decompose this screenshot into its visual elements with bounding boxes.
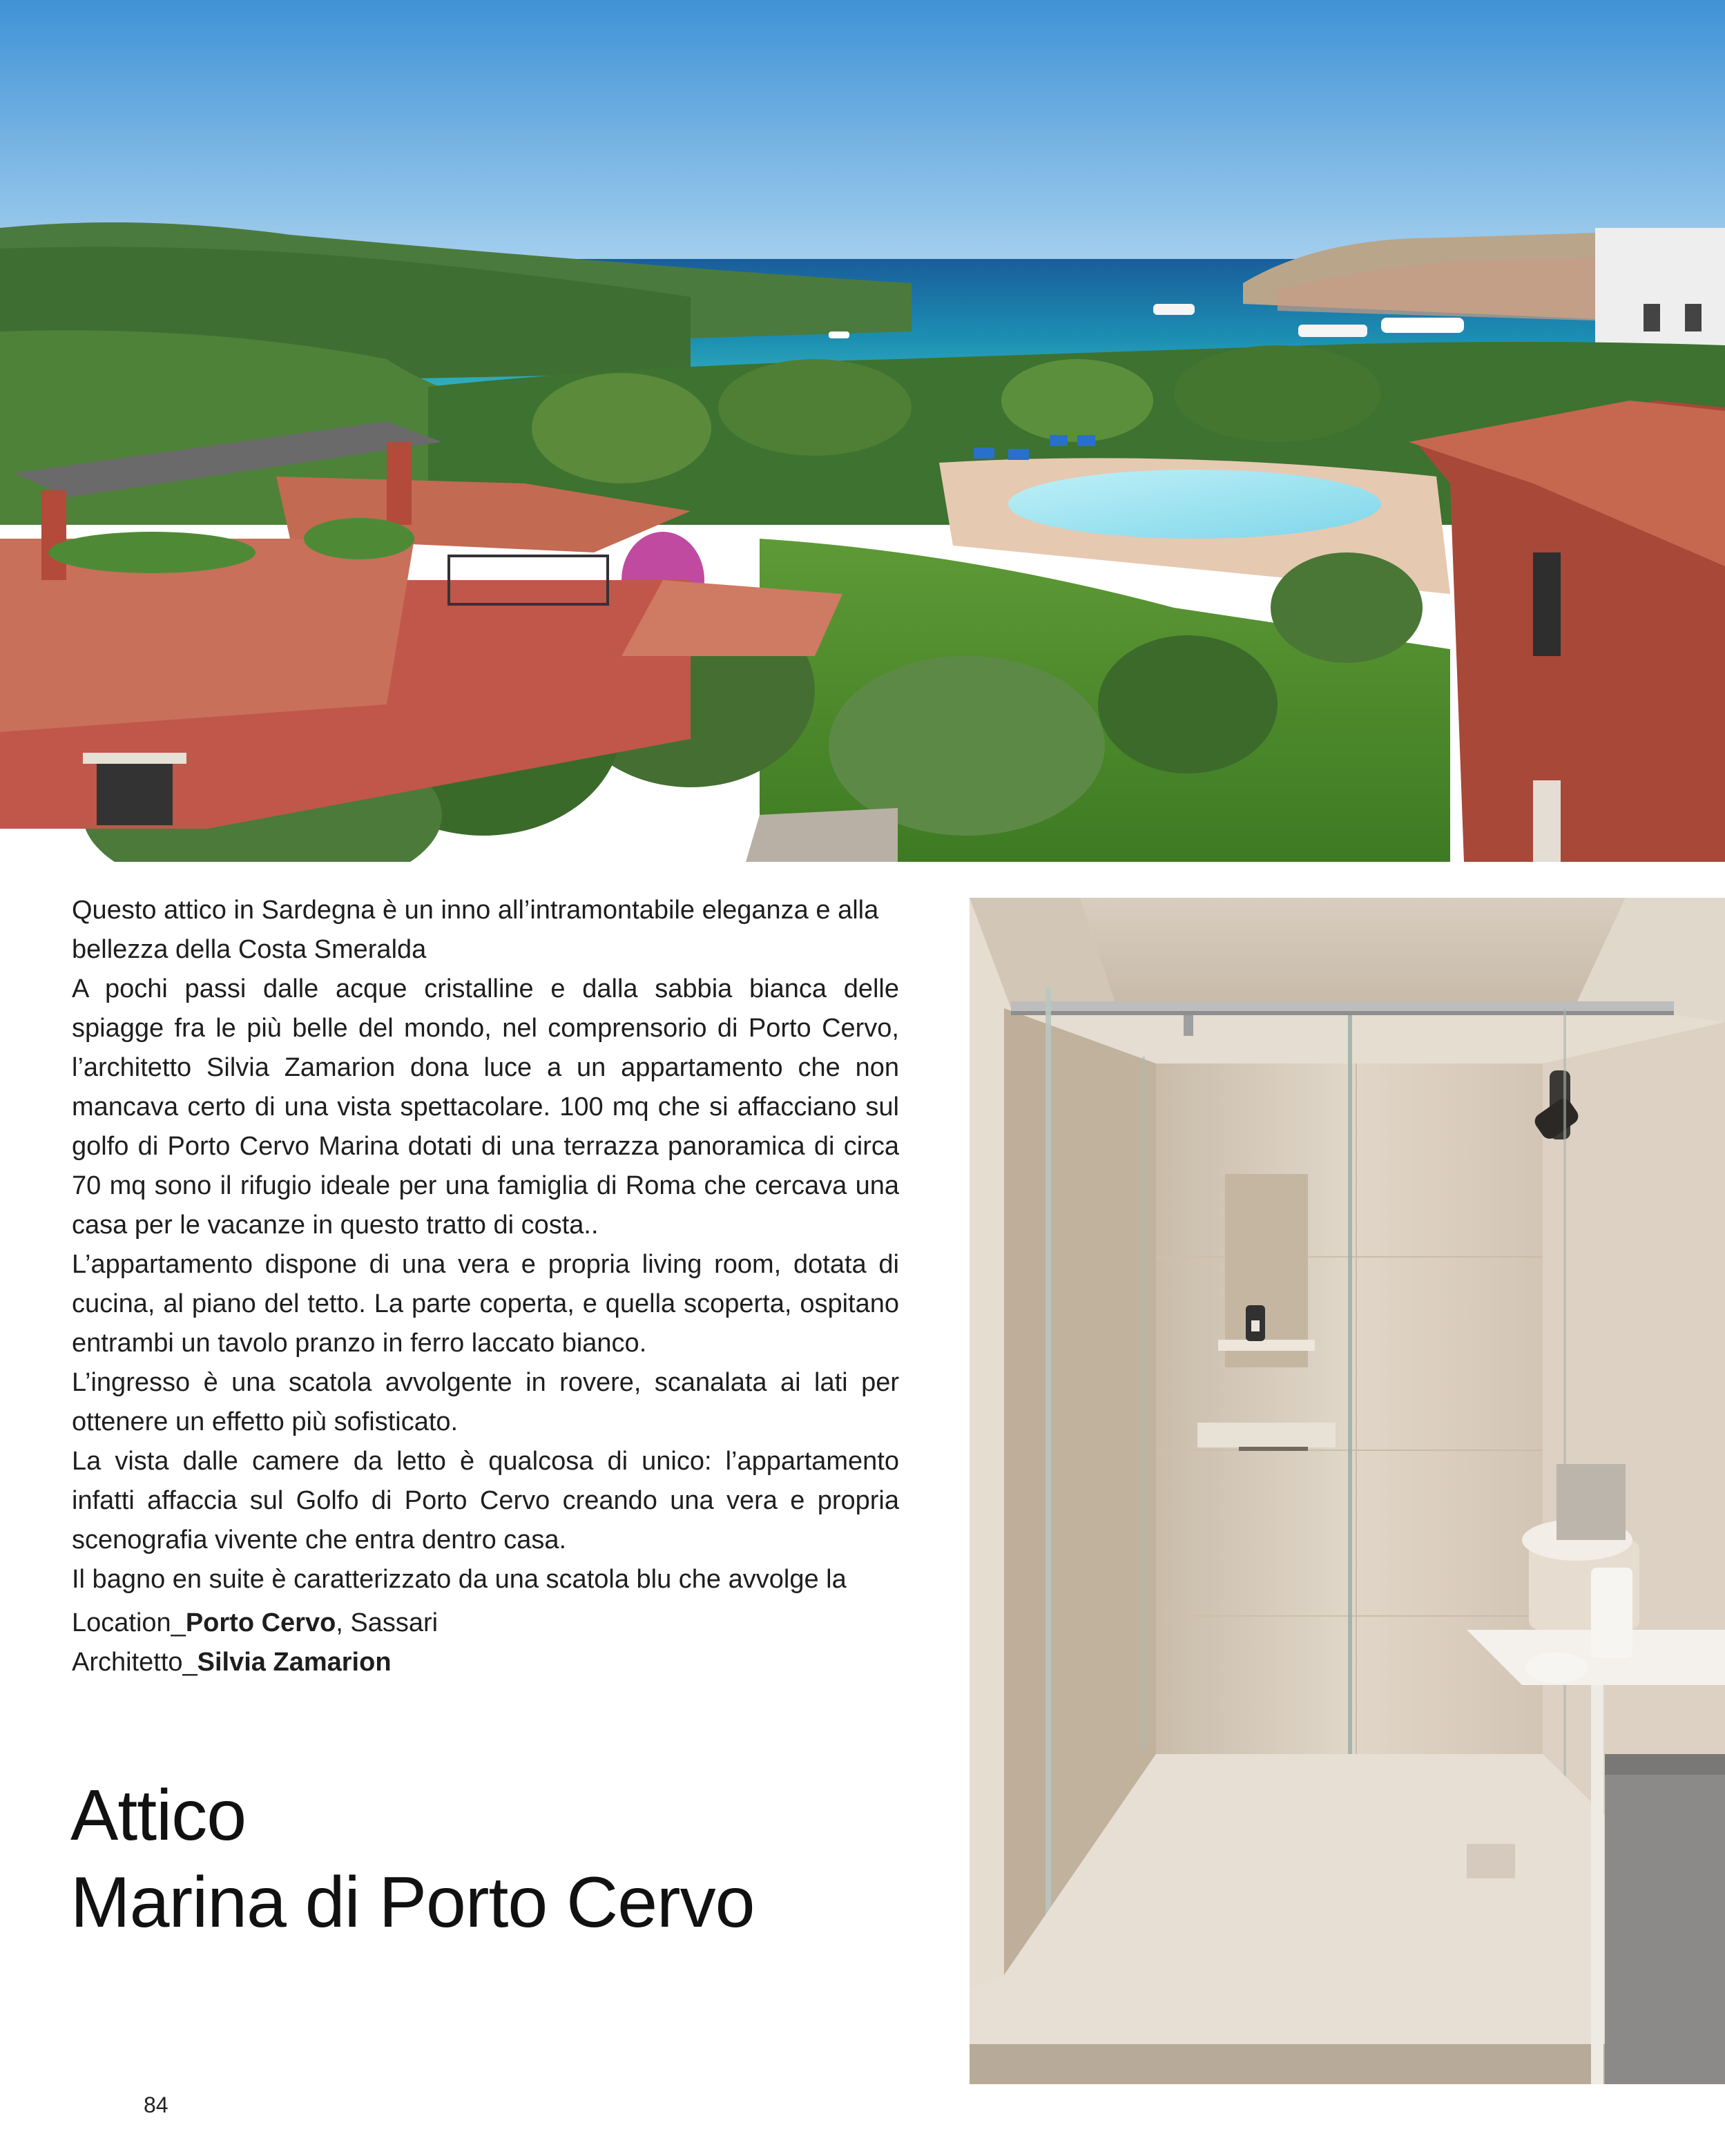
architect-label: Architetto_ xyxy=(72,1648,197,1677)
title-line-2: Marina di Porto Cervo xyxy=(70,1863,755,1943)
title-line-1: Attico xyxy=(70,1775,247,1856)
location-credit xyxy=(72,1604,438,1643)
bathroom-photo-illustration xyxy=(970,898,1725,2084)
architect-credit xyxy=(72,1643,438,1682)
hero-photo-illustration xyxy=(0,0,1725,862)
article-paragraph: A pochi passi dalle acque cristalline e dalla sabbia bianca delle spiagge fra le più belle del mondo, nel comprensorio di Porto Cervo, l’architetto Silvia Zamarion dona luce a un appartamento che non mancava certo di una vista spettacolare. 100 mq che si affacciano sul golfo di Porto Cervo Marina dotati di una terrazza panoramica di circa 70 mq sono il rifugio ideale per una famiglia di Roma che cercava una casa per le vacanze in questo tratto di costa.. xyxy=(72,974,899,1240)
article-paragraph: L’ingresso è una scatola avvolgente in rovere, scanalata ai lati per ottenere un effetto più sofisticato. xyxy=(72,1368,899,1436)
article-paragraph: Questo attico in Sardegna è un inno all’intramontabile eleganza e alla bellezza della Costa Smeralda xyxy=(72,896,879,964)
hero-photo xyxy=(0,0,1725,862)
credits xyxy=(72,1604,438,1682)
article-paragraph: L’appartamento dispone di una vera e propria living room, dotata di cucina, al piano del tetto. La parte coperta, e quella scoperta, ospitano entrambi un tavolo pranzo in ferro laccato bianco. xyxy=(72,1250,899,1358)
architect-value: Silvia Zamarion xyxy=(197,1648,392,1677)
bathroom-photo xyxy=(970,898,1725,2084)
location-value: Porto Cervo xyxy=(185,1608,336,1637)
article-paragraph: La vista dalle camere da letto è qualcosa di unico: l’appartamento infatti affaccia sul Golfo di Porto Cervo creando una vera e propria scenografia vivente che entra dentro casa. xyxy=(72,1447,899,1555)
location-suffix: , Sassari xyxy=(336,1608,439,1637)
article-body xyxy=(72,891,899,1599)
location-label: Location_ xyxy=(72,1608,186,1637)
article-paragraph: Il bagno en suite è caratterizzato da una scatola blu che avvolge la xyxy=(72,1565,847,1594)
page-number: 84 xyxy=(144,2092,168,2117)
article-title xyxy=(70,1772,755,1946)
